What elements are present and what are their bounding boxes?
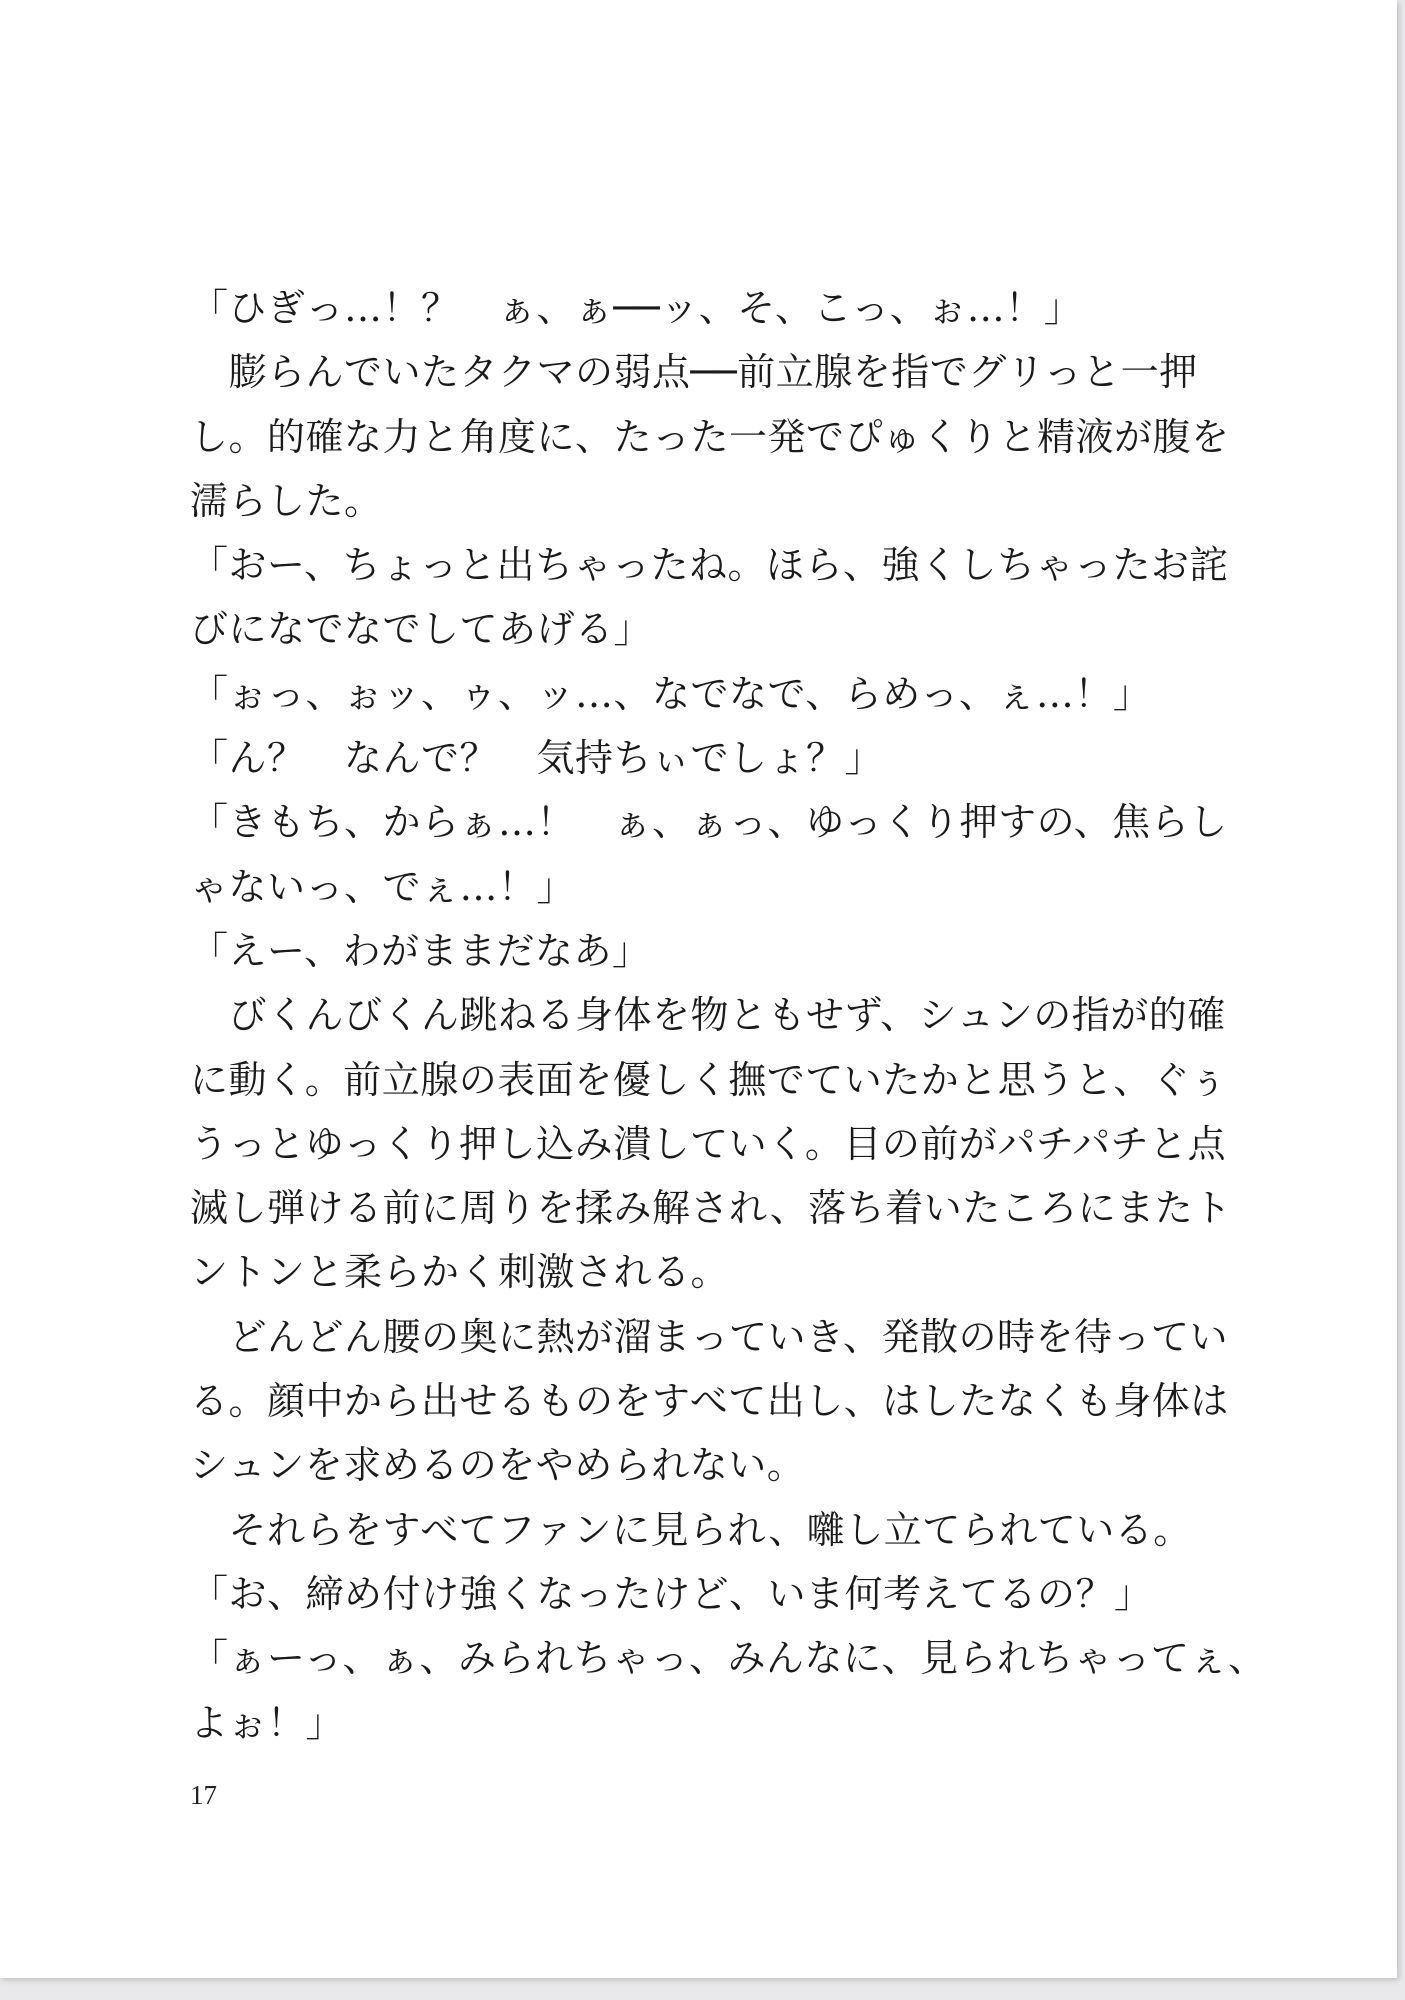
text-line: に動く。前立腺の表面を優しく撫でていたかと思うと、ぐぅ <box>190 1057 1228 1102</box>
page-number: 17 <box>190 1780 217 1810</box>
text-line: 「おー、ちょっと出ちゃったね。ほら、強くしちゃったお詫 <box>190 543 1228 588</box>
text-line: どんどん腰の奥に熱が溜まっていき、発散の時を待ってい <box>190 1314 1228 1359</box>
text-line: シュンを求めるのをやめられない。 <box>190 1443 806 1488</box>
text-line: それらをすべてファンに見られ、囃し立てられている。 <box>190 1507 1192 1552</box>
text-line: 濡らした。 <box>190 478 383 523</box>
text-line: し。的確な力と角度に、たった一発でぴゅくりと精液が腹を <box>190 414 1230 459</box>
text-line: 膨らんでいたタクマの弱点──前立腺を指でグリっと一押 <box>190 350 1198 395</box>
text-line: びになでなでしてあげる」 <box>190 607 653 652</box>
text-line: 「きもち、からぁ…！ ぁ、ぁっ、ゆっくり押すの、焦らし <box>190 800 1228 845</box>
text-line: 「ぉっ、ぉッ、ゥ、ッ…、なでなで、らめっ、ぇ…！」 <box>190 671 1152 716</box>
text-line: 滅し弾ける前に周りを揉み解され、落ち着いたころにまたト <box>190 1186 1232 1231</box>
text-line: びくんびくん跳ねる身体を物ともせず、シュンの指が的確 <box>190 993 1226 1038</box>
text-line: よぉ！」 <box>190 1700 345 1745</box>
text-line: 「ん？ なんで？ 気持ちぃでしょ？」 <box>190 736 884 781</box>
text-line: ゃないっ、でぇ…！」 <box>190 864 576 909</box>
body-text <box>190 276 1340 1755</box>
text-line: 「ぁーっ、ぁ、みられちゃっ、みんなに、見られちゃってぇ、 <box>190 1636 1267 1681</box>
text-line: る。顔中から出せるものをすべて出し、はしたなくも身体は <box>190 1379 1229 1424</box>
text-line: うっとゆっくり押し込み潰していく。目の前がパチパチと点 <box>190 1121 1227 1166</box>
text-line: 「えー、わがままだなあ」 <box>190 928 651 973</box>
text-line: ントンと柔らかく刺激される。 <box>190 1250 730 1295</box>
text-line: 「お、締め付け強くなったけど、いま何考えてるの？」 <box>190 1571 1153 1616</box>
text-line: 「ひぎっ…！？ ぁ、ぁ──ッ、そ、こっ、ぉ…！」 <box>190 286 1083 330</box>
